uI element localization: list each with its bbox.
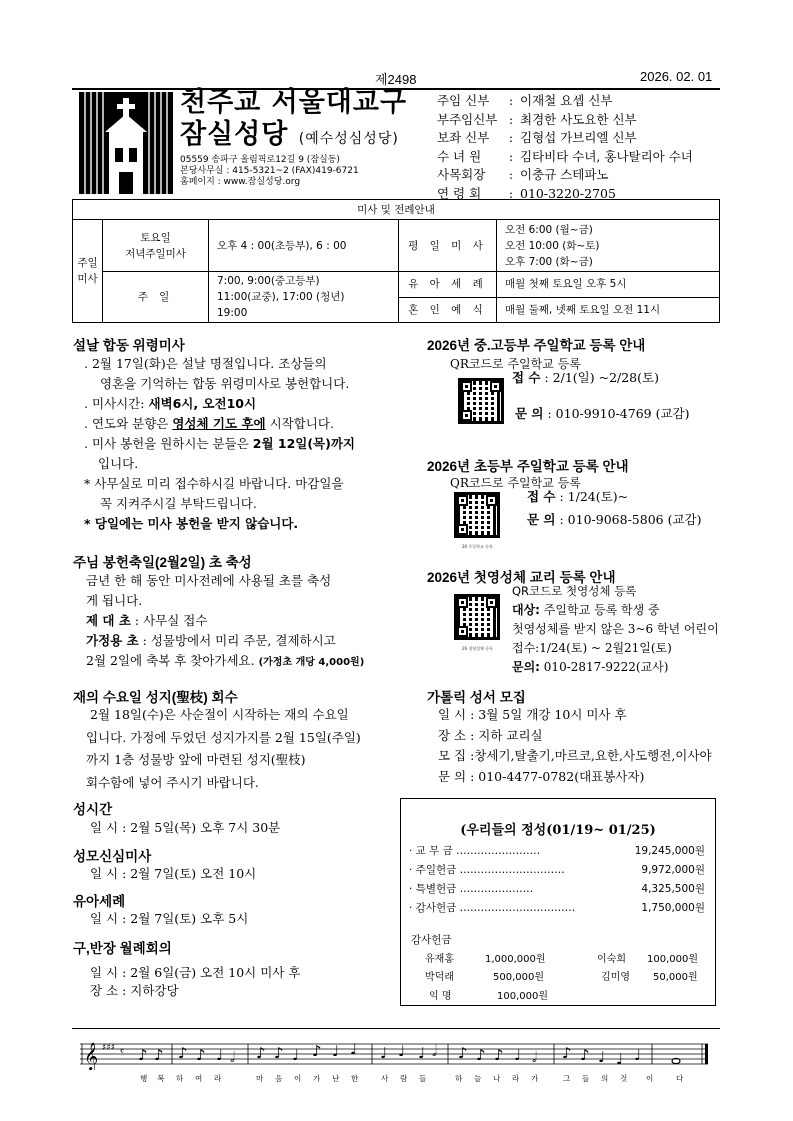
svg-text:♩: ♩ <box>398 1042 406 1060</box>
lyric-syllable: 가 <box>313 1074 321 1083</box>
issue-date: 2026. 02. 01 <box>640 69 713 84</box>
wedding-label: 혼 인 예 식 <box>399 297 497 323</box>
holy-hour-body: 일 시 : 2월 5일(목) 오후 7시 30분 <box>90 820 281 835</box>
music-staff <box>80 1040 710 1070</box>
lyric-syllable: 라 <box>214 1074 222 1083</box>
lyric-syllable: 이 <box>646 1074 654 1083</box>
seollal-title: 설날 합동 위령미사 <box>73 338 185 353</box>
lyric-syllable: 늘 <box>474 1074 482 1083</box>
middle-school-qr-code[interactable] <box>458 378 504 424</box>
middle-school-contact: 문 의 : 010-9910-4769 (교감) <box>515 406 690 421</box>
ash-wednesday-title: 재의 수요일 성지(聖枝) 회수 <box>73 690 238 705</box>
holy-hour-title: 성시간 <box>73 802 113 817</box>
lyric-syllable: 라 <box>512 1074 520 1083</box>
svg-text:♪: ♪ <box>476 1046 486 1064</box>
elementary-period: 접 수 : 1/24(토)~ <box>527 489 629 504</box>
infant-baptism-label: 유 아 세 례 <box>399 272 497 298</box>
offering-row: · 감사헌금 …………………………… 1,750,000원 <box>409 902 705 914</box>
staff-row: 부주임신부 : 최경한 사도요한 신부 <box>437 111 637 127</box>
svg-text:♪: ♪ <box>458 1044 468 1062</box>
svg-text:♪: ♪ <box>154 1046 164 1064</box>
middle-school-period: 접 수 : 2/1(일) ~2/28(토) <box>512 370 659 385</box>
mass-schedule-table <box>72 199 720 323</box>
staff-row: 연 령 회 : 010-3220-2705 <box>437 185 616 201</box>
donor-amount: 500,000원 <box>493 972 545 983</box>
svg-text:𝅗𝅥: 𝅗𝅥 <box>532 1048 537 1066</box>
office-phone: 본당사무실 : 415-5321~2 (FAX)419-6721 <box>180 166 359 176</box>
mass-table-title: 미사 및 전례안내 <box>73 200 720 220</box>
elementary-contact: 문 의 : 010-9068-5806 (교감) <box>527 512 702 527</box>
svg-text:♩: ♩ <box>292 1046 300 1064</box>
meeting-title: 구,반장 월례회의 <box>73 941 172 956</box>
saturday-mass-time: 오후 4 : 00(초등부), 6 : 00 <box>209 220 399 272</box>
church-alias: (예수성심성당) <box>298 131 399 147</box>
svg-text:♪: ♪ <box>256 1044 266 1062</box>
weekday-mass-label: 평 일 미 사 <box>399 220 497 272</box>
staff-list <box>437 92 693 203</box>
staff-row: 보좌 신부 : 김형섭 가브리엘 신부 <box>437 130 637 145</box>
svg-text:𝄞: 𝄞 <box>84 1042 99 1070</box>
meeting-body: 일 시 : 2월 6일(금) 오전 10시 미사 후 장 소 : 지하강당 <box>90 965 301 998</box>
communion-qr-caption: 26 첫영성체 등록 <box>462 646 493 651</box>
svg-text:♩: ♩ <box>634 1046 642 1064</box>
donor-amount: 1,000,000원 <box>485 954 546 965</box>
svg-text:𝅗𝅥: 𝅗𝅥 <box>432 1042 437 1060</box>
elementary-qr-code[interactable] <box>454 492 500 538</box>
lyric-syllable: 행 <box>140 1074 148 1083</box>
lyric-syllable: 람 <box>400 1074 408 1083</box>
lyric-syllable: 나 <box>493 1074 501 1083</box>
homepage[interactable]: 홈페이지 : www.잠실성당.org <box>180 177 301 187</box>
bible-body: 일 시 : 3월 5일 개강 10시 미사 후 장 소 : 지하 교리실 모 집 :창세기,탈출기,마르코,요한,사도행전,이사야 문 의 : 010-4477-0782(대표봉사자) <box>438 707 712 784</box>
svg-text:♪: ♪ <box>312 1042 322 1060</box>
sunday-label: 주 일 <box>103 272 209 323</box>
offering-row: · 교 무 금 …………………… 19,245,000원 <box>409 845 705 857</box>
middle-school-title: 2026년 중.고등부 주일학교 등록 안내 <box>427 338 646 353</box>
svg-text:♪: ♪ <box>274 1044 284 1062</box>
lyric-syllable: 것 <box>620 1074 628 1083</box>
lyric-syllable: 사 <box>381 1074 389 1083</box>
church-address: 05559 송파구 올림픽로12길 9 (잠실동) <box>180 155 340 165</box>
candle-body: 금년 한 해 동안 미사전례에 사용될 초를 축성 게 됩니다. 제 대 초 : 사무실 접수 가정용 초 : 성물방에서 미리 주문, 결제하시고 2월 2일에 축복 후 찾아가세요. (가정초 개당 4,000원) <box>86 573 365 668</box>
lyric-syllable: 복 <box>157 1074 165 1083</box>
donor-name: 이숙희 <box>597 954 626 965</box>
svg-text:♩: ♩ <box>616 1050 624 1068</box>
middle-school-qr-text: QR코드로 주일학교 등록 <box>450 357 581 371</box>
offering-box <box>400 798 716 1006</box>
svg-text:♩: ♩ <box>418 1044 426 1062</box>
mary-mass-body: 일 시 : 2월 7일(토) 오전 10시 <box>90 866 257 881</box>
lyric-syllable: 들 <box>582 1074 590 1083</box>
svg-text:♩: ♩ <box>332 1042 340 1060</box>
elementary-title: 2026년 초등부 주일학교 등록 안내 <box>427 459 629 474</box>
lyric-syllable: 의 <box>601 1074 609 1083</box>
communion-qr-code[interactable] <box>454 594 500 640</box>
svg-text:♯♯♯: ♯♯♯ <box>102 1043 116 1053</box>
staff-row: 주임 신부 : 이재철 요셉 신부 <box>437 93 613 108</box>
communion-title: 2026년 첫영성체 교리 등록 안내 <box>427 570 616 585</box>
donor-amount: 100,000원 <box>497 991 549 1002</box>
elementary-qr-text: QR코드로 주일학교 등록 <box>450 476 581 490</box>
lyric-syllable: 들 <box>419 1074 427 1083</box>
svg-text:♩: ♩ <box>514 1046 522 1064</box>
svg-text:♪: ♪ <box>138 1046 148 1064</box>
saturday-mass-label: 토요일 저녁주일미사 <box>103 220 209 272</box>
svg-text:𝅗𝅥: 𝅗𝅥 <box>230 1048 235 1066</box>
offering-row: · 특별헌금 ………………… 4,325,500원 <box>409 883 705 895</box>
svg-text:♪: ♪ <box>196 1046 206 1064</box>
svg-text:♪: ♪ <box>562 1044 572 1062</box>
svg-text:♪: ♪ <box>178 1044 188 1062</box>
svg-text:♪: ♪ <box>494 1046 504 1064</box>
church-name-line2: 잠실성당 <box>180 119 289 150</box>
lyric-syllable: 음 <box>275 1074 283 1083</box>
donor-name: 유재홍 <box>425 954 454 965</box>
church-name <box>180 87 407 155</box>
donor-amount: 100,000원 <box>647 954 699 965</box>
svg-text:♩: ♩ <box>598 1048 606 1066</box>
lyric-syllable: 여 <box>195 1074 203 1083</box>
church-name-line1: 천주교 서울대교구 <box>180 87 408 118</box>
seollal-body: . 2월 17일(화)은 설날 명절입니다. 조상들의 영혼을 기억하는 합동 위령미사로 봉헌합니다. . 미사시간: 새벽6시, 오전10시 . 연도와 분향은 영성체 기도 후에 시작합니다. . 미사 봉헌을 원하시는 분들은 2월 12일(목)까지 입니다. * 사무실로 미리 접수하시길 바랍니다. 마감일을 꼭 지켜주시길 부탁드립니다. * 당일에는 미사 봉헌을 받지 않습니다. <box>84 356 355 531</box>
svg-text:𝄴: 𝄴 <box>120 1047 125 1057</box>
mary-mass-title: 성모신심미사 <box>73 849 152 864</box>
lyric-syllable: 하 <box>455 1074 463 1083</box>
church-logo <box>79 92 173 194</box>
donor-amount: 50,000원 <box>653 972 698 983</box>
infant-baptism-time: 매월 첫째 토요일 오후 5시 <box>497 272 720 298</box>
lyric-syllable: 가 <box>531 1074 539 1083</box>
thanks-offering-title: 감사헌금 <box>411 934 452 946</box>
bible-title: 가톨릭 성서 모집 <box>427 690 526 705</box>
staff-row: 수 녀 원 : 김타비타 수녀, 홍나탈리아 수녀 <box>437 148 693 164</box>
infant-baptism-body: 일 시 : 2월 7일(토) 오후 5시 <box>90 911 249 926</box>
lyric-syllable: 이 <box>294 1074 302 1083</box>
svg-text:♩: ♩ <box>216 1046 224 1064</box>
lyric-syllable: 다 <box>676 1074 684 1083</box>
staff-row: 사목회장 : 이충규 스테파노 <box>437 167 609 182</box>
sunday-mass-times: 7:00, 9:00(중고등부) 11:00(교중), 17:00 (청년) 19:00 <box>209 272 399 323</box>
offering-title: (우리들의 정성(01/19~ 01/25) <box>460 823 656 838</box>
lyric-syllable: 하 <box>176 1074 184 1083</box>
sunday-mass-label: 주일 미사 <box>73 220 103 323</box>
lyric-syllable: 마 <box>256 1074 264 1083</box>
svg-text:♩: ♩ <box>350 1040 358 1058</box>
lyric-syllable: 난 <box>332 1074 340 1083</box>
ash-wednesday-body: 2월 18일(수)은 사순절이 시작하는 재의 수요일 입니다. 가정에 두었던 성지가지를 2월 15일(주일) 까지 1층 성물방 앞에 마련된 성지(聖枝) 회수함에 넣어 주시기 바랍니다. <box>86 707 361 790</box>
lyric-syllable: 그 <box>563 1074 571 1083</box>
donor-name: 박덕래 <box>425 972 454 983</box>
communion-body: QR코드로 첫영성체 등록 대상: 주일학교 등록 학생 중 첫영성체를 받지 않은 3~6 학년 어린이 접수:1/24(토) ~ 2월21일(토) 문의: 010-2817-9222(교사) <box>512 584 719 674</box>
infant-baptism-title: 유아세례 <box>73 894 126 909</box>
elementary-qr-caption: 26 주일학교 등록 <box>462 544 493 549</box>
offering-row: · 주일헌금 ………………………… 9,972,000원 <box>409 864 705 876</box>
lyric-syllable: 한 <box>351 1074 359 1083</box>
candle-title: 주님 봉헌축일(2월2일) 초 축성 <box>73 555 252 570</box>
issue-number: 제2498 <box>375 72 417 87</box>
wedding-time: 매월 둘째, 넷째 토요일 오전 11시 <box>497 297 720 323</box>
footer-divider <box>72 1028 720 1029</box>
donor-name: 김미영 <box>601 972 630 983</box>
svg-text:♪: ♪ <box>580 1046 590 1064</box>
svg-text:♩: ♩ <box>380 1044 388 1062</box>
donor-name: 익 명 <box>429 991 452 1002</box>
weekday-mass-times: 오전 6:00 (월~금) 오전 10:00 (화~토) 오후 7:00 (화~금) <box>497 220 720 272</box>
